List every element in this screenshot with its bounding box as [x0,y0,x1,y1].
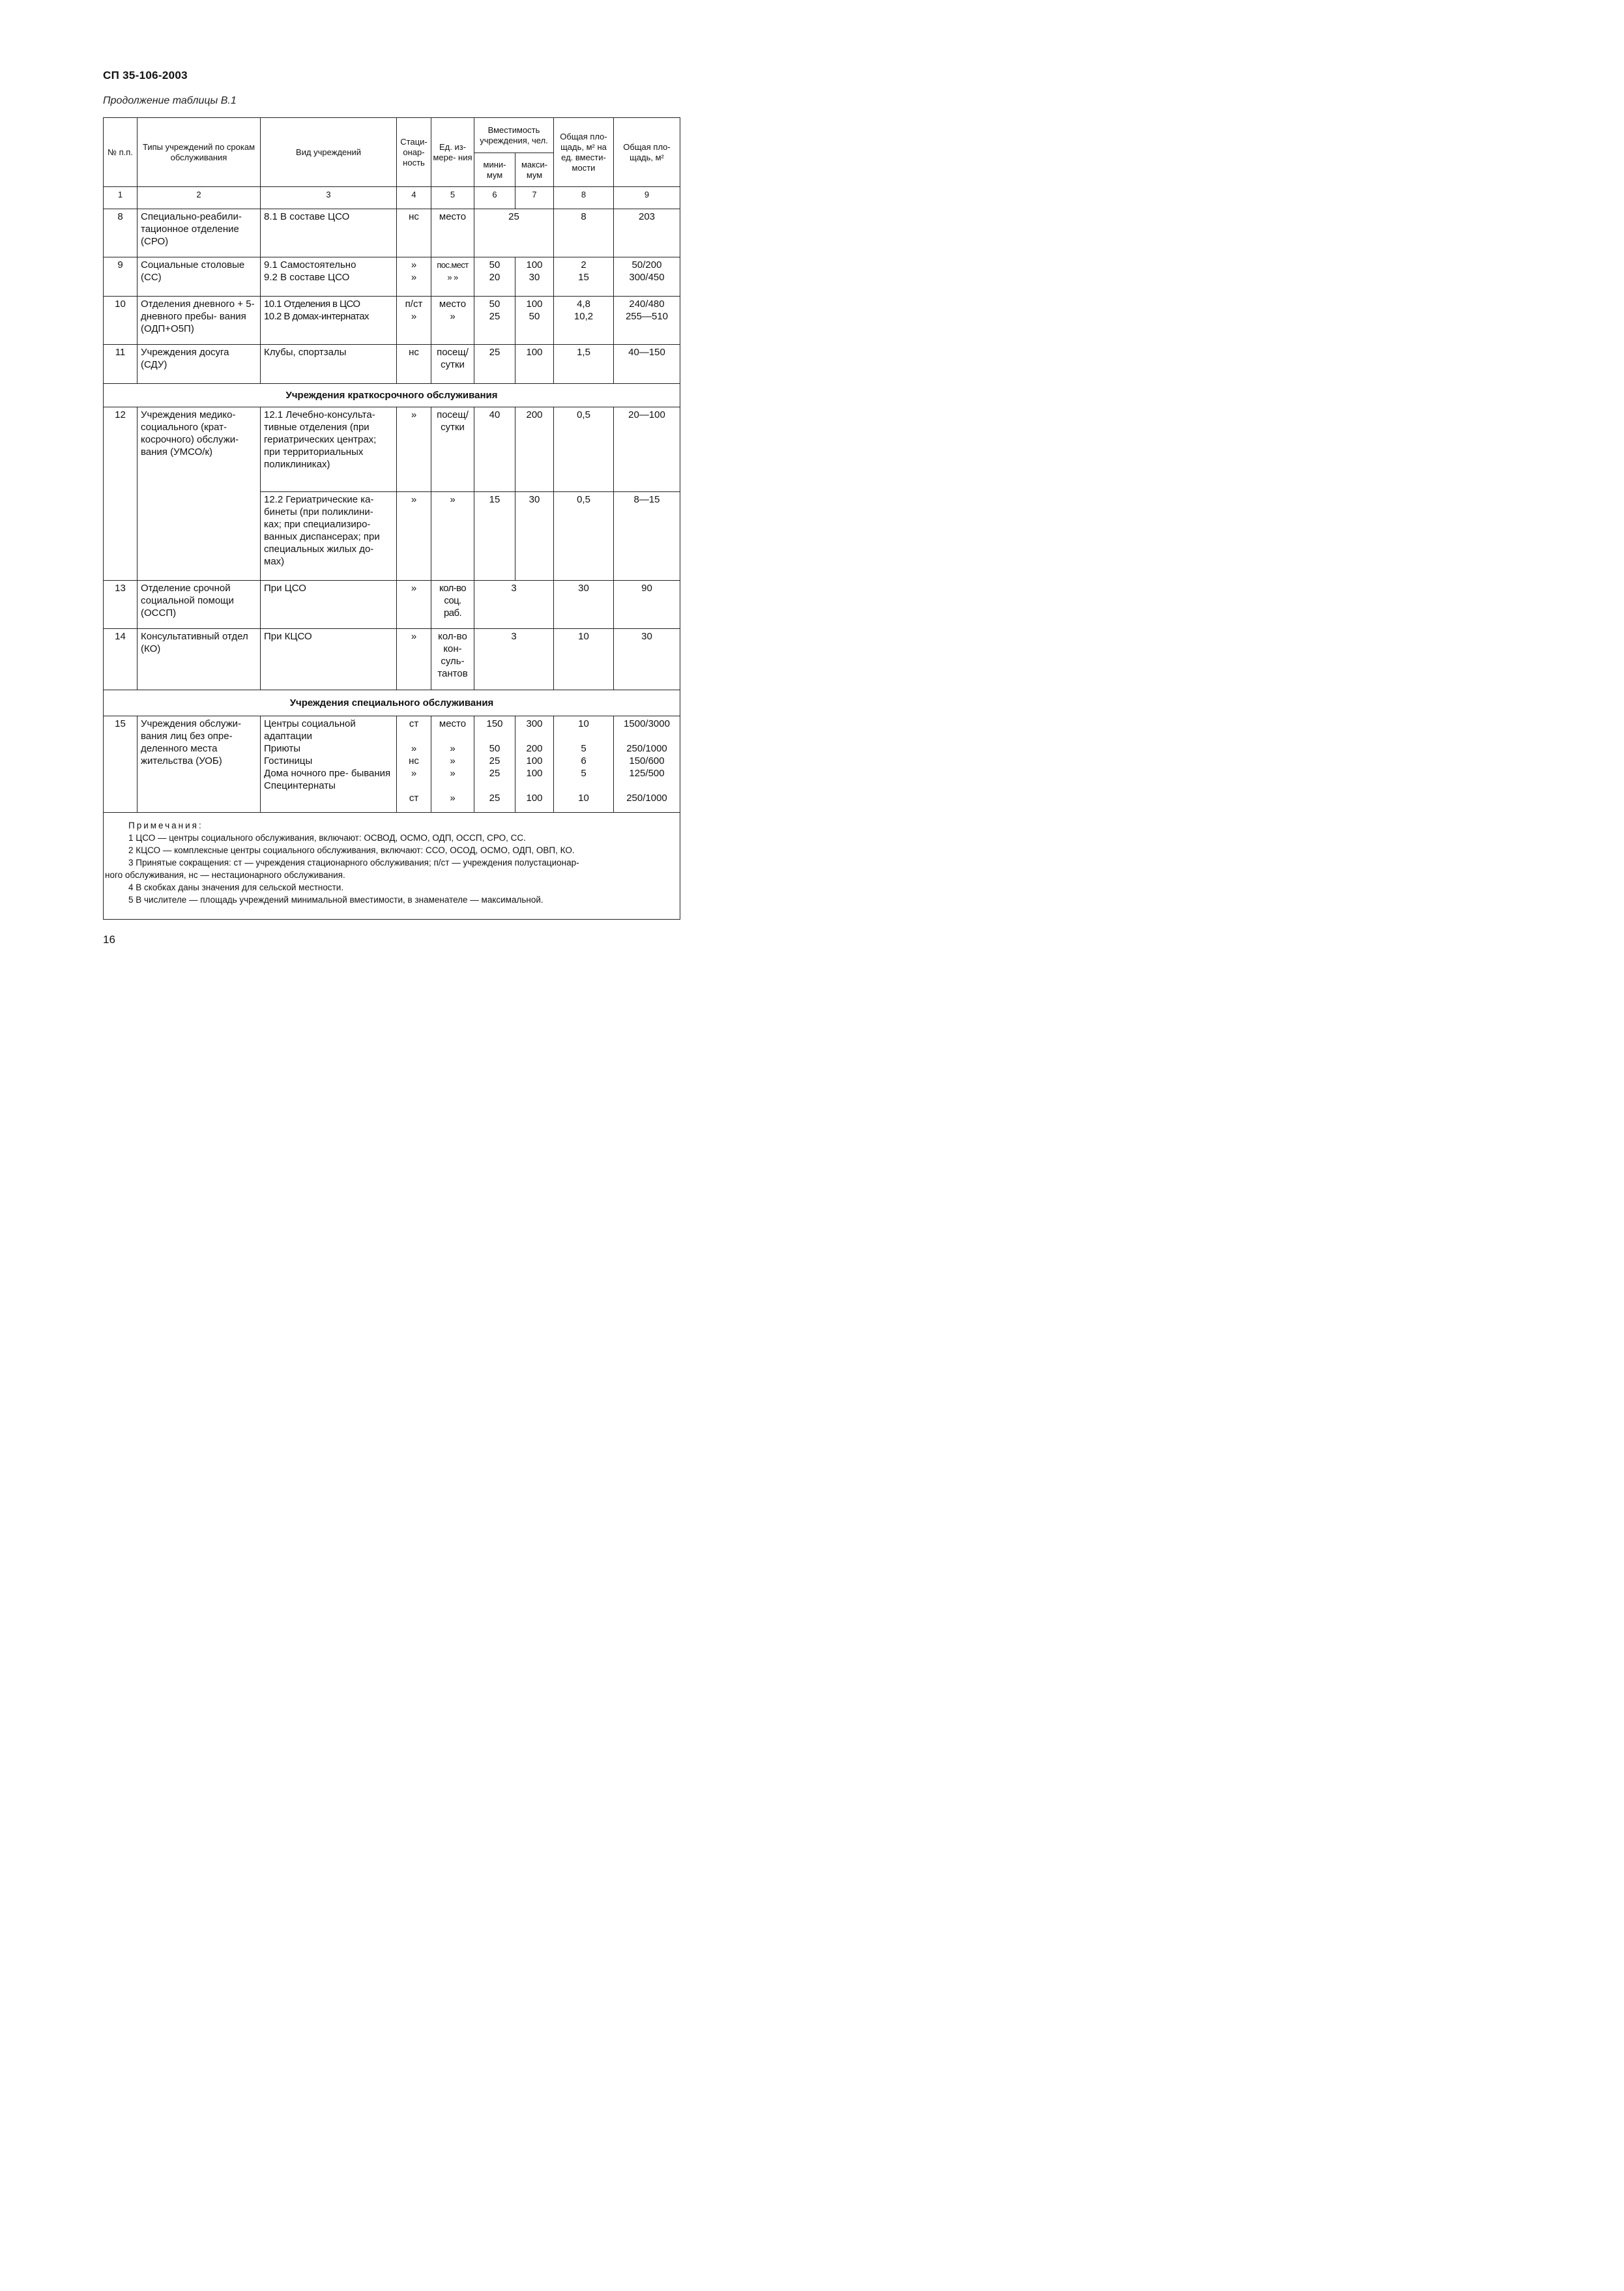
capacity-max: 50 [529,311,540,322]
col-header-max: макси- мум [515,153,554,187]
kind-line: 9.1 Самостоятельно [264,259,356,270]
column-number: 4 [397,187,431,209]
table-row [104,297,680,345]
column-number: 5 [431,187,474,209]
area-per-unit: 0,5 [554,492,614,581]
area-total: 300/450 [629,272,665,283]
capacity-max: 100 [526,768,543,779]
kind-line: 10.1 Отделения в ЦСО [264,299,360,310]
area-per-unit: 30 [554,581,614,629]
kind-line: Дома ночного пре- бывания [264,768,391,779]
unit: » [450,793,456,804]
table-row [104,407,680,492]
capacity-max: 100 [515,345,554,384]
stationarity: » [397,407,431,492]
institution-kind: 12.2 Гериатрические ка- бинеты (при поликлини- ках; при специализиро- ванных диспансерах; при специальных жилых до- мах) [261,492,397,581]
row-number: 8 [104,209,138,257]
table-row [104,716,680,813]
kind-line: 10.2 В домах-интернатах [264,311,369,322]
column-number: 1 [104,187,138,209]
area-per-unit: 5 [581,768,587,779]
institution-type: Учреждения обслужи- вания лиц без опре- деленного места жительства (УОБ) [138,716,261,813]
area-per-unit: 1,5 [554,345,614,384]
area-per-unit: 15 [578,272,589,283]
institution-type: Отделения дневного + 5-дневного пребы- вания (ОДП+О5П) [138,297,261,345]
stationarity: » [411,743,417,754]
stationarity: нс [409,755,419,766]
capacity-max: 100 [526,299,543,310]
table-row [104,581,680,629]
table-continuation-caption: Продолжение таблицы В.1 [103,95,237,106]
institution-kind: При ЦСО [261,581,397,629]
row-number: 10 [104,297,138,345]
col-header-stationarity: Стаци- онар- ность [397,118,431,187]
capacity-min: 50 [489,259,500,270]
kind-line: Гостиницы [264,755,313,766]
capacity-min: 25 [489,311,500,322]
page-number: 16 [103,933,115,946]
institution-type: Учреждения досуга (СДУ) [138,345,261,384]
unit: пос.мест [437,260,469,270]
unit: кол-во кон- суль- тантов [431,629,474,690]
institution-kind: 8.1 В составе ЦСО [261,209,397,257]
area-total: 40—150 [614,345,680,384]
stationarity: » [397,629,431,690]
note-1: 1 ЦСО — центры социального обслуживания, включают: ОСВОД, ОСМО, ОДП, ОССП, СРО, СС. [128,833,526,843]
unit: место [431,209,474,257]
institution-type: Учреждения медико- социального (крат- косрочного) обслужи- вания (УМСО/к) [138,407,261,581]
note-4: 4 В скобках даны значения для сельской местности. [128,883,344,892]
col-header-types: Типы учреждений по срокам обслуживания [138,118,261,187]
capacity-min: 50 [489,299,500,310]
col-header-min: мини- мум [474,153,515,187]
institution-kind: При КЦСО [261,629,397,690]
stationarity: » [411,311,417,322]
table-row [104,345,680,384]
capacity-min: 150 [486,718,503,729]
column-numbers-row [104,187,680,209]
stationarity: » [411,768,417,779]
capacity: 3 [474,581,554,629]
column-number: 9 [614,187,680,209]
col-header-unit: Ед. из- мере- ния [431,118,474,187]
column-number: 2 [138,187,261,209]
institution-type: Консультативный отдел (КО) [138,629,261,690]
institution-kind [261,297,397,345]
area-per-unit: 10 [554,629,614,690]
notes-row [104,813,680,920]
note-5: 5 В числителе — площадь учреждений минимальной вместимости, в знаменателе — максимальной. [128,895,544,905]
section-row [104,384,680,407]
column-number: 8 [554,187,614,209]
capacity-min: 25 [489,793,500,804]
institution-type: Отделение срочной социальной помощи (ОССП) [138,581,261,629]
stationarity: нс [397,209,431,257]
stationarity: » [397,581,431,629]
notes-title: Примечания: [128,821,203,830]
kind-line: Специнтернаты [264,780,336,791]
capacity: 3 [474,629,554,690]
capacity-min: 15 [474,492,515,581]
column-number: 6 [474,187,515,209]
area-total: 150/600 [629,755,665,766]
area-per-unit: 2 [581,259,587,270]
row-number: 13 [104,581,138,629]
note-2: 2 КЦСО — комплексные центры социального обслуживания, включают: ССО, ОСОД, ОСМО, ОДП, ОВП, КО. [128,845,575,855]
kind-line: Центры социальной адаптации [264,718,356,742]
area-per-unit: 10 [578,793,589,804]
stationarity: » [411,272,417,283]
area-total: 20—100 [614,407,680,492]
area-total: 240/480 [629,299,665,310]
section-row [104,690,680,716]
unit: место [439,718,467,729]
area-total: 203 [614,209,680,257]
capacity-min: 40 [474,407,515,492]
capacity-max: 100 [526,259,543,270]
capacity-min: 25 [474,345,515,384]
unit: » [450,743,456,754]
institution-type: Социальные столовые (СС) [138,257,261,297]
col-header-num: № п.п. [104,118,138,187]
col-header-capacity: Вместимость учреждения, чел. [474,118,554,153]
area-total: 255—510 [625,311,669,322]
area-per-unit: 5 [581,743,587,754]
capacity-max: 100 [526,793,543,804]
unit: кол-во соц. раб. [431,581,474,629]
institution-kind [261,716,397,813]
col-header-kind: Вид учреждений [261,118,397,187]
area-per-unit: 10,2 [573,311,594,322]
unit: место [439,299,467,310]
stationarity: ст [409,793,419,804]
note-3: 3 Принятые сокращения: ст — учреждения стационарного обслуживания; п/ст — учреждения полустационар- [128,858,579,868]
capacity-max: 200 [515,407,554,492]
area-total: 125/500 [629,768,665,779]
stationarity: нс [397,345,431,384]
institution-type: Специально-реабили- тационное отделение (СРО) [138,209,261,257]
unit: посещ/ сутки [431,407,474,492]
note-3-continued: ного обслуживания, нс — нестационарного обслуживания. [105,870,345,880]
unit: » [450,755,456,766]
header-row [104,118,680,153]
column-number: 3 [261,187,397,209]
area-per-unit: 10 [578,718,589,729]
unit: посещ/ сутки [431,345,474,384]
area-per-unit: 0,5 [554,407,614,492]
unit: » [431,492,474,581]
section-title: Учреждения специального обслуживания [104,690,680,716]
institution-kind [261,257,397,297]
institution-kind: Клубы, спортзалы [261,345,397,384]
table-row [104,209,680,257]
area-per-unit: 8 [554,209,614,257]
institution-kind: 12.1 Лечебно-консульта- тивные отделения (при гериатрических центрах; при территориальных поликлиниках) [261,407,397,492]
capacity-max: 300 [526,718,543,729]
area-total: 1500/3000 [624,718,670,729]
capacity-max: 100 [526,755,543,766]
document-code: СП 35-106-2003 [103,69,188,81]
row-number: 11 [104,345,138,384]
capacity-max: 30 [529,272,540,283]
section-title: Учреждения краткосрочного обслуживания [104,384,680,407]
area-total: 90 [614,581,680,629]
stationarity: п/ст [405,299,423,310]
institutions-table [103,117,680,920]
area-total: 30 [614,629,680,690]
row-number: 15 [104,716,138,813]
unit: » » [447,272,458,282]
capacity-min: 50 [489,743,500,754]
kind-line: Приюты [264,743,301,754]
area-per-unit: 6 [581,755,587,766]
capacity-max: 30 [515,492,554,581]
capacity-min: 25 [489,755,500,766]
capacity-max: 200 [526,743,543,754]
area-total: 8—15 [614,492,680,581]
stationarity: ст [409,718,419,729]
col-header-area-per-unit: Общая пло- щадь, м² на ед. вмести- мости [554,118,614,187]
table-row [104,257,680,297]
table-row [104,629,680,690]
capacity-min: 20 [489,272,500,283]
kind-line: 9.2 В составе ЦСО [264,272,350,283]
area-total: 50/200 [631,259,662,270]
notes [104,813,680,920]
capacity: 25 [474,209,554,257]
capacity-min: 25 [489,768,500,779]
area-total: 250/1000 [626,793,667,804]
unit: » [450,768,456,779]
row-number: 9 [104,257,138,297]
area-per-unit: 4,8 [577,299,590,310]
unit: » [450,311,456,322]
row-number: 12 [104,407,138,581]
stationarity: » [411,259,417,270]
column-number: 7 [515,187,554,209]
col-header-area-total: Общая пло- щадь, м² [614,118,680,187]
area-total: 250/1000 [626,743,667,754]
row-number: 14 [104,629,138,690]
stationarity: » [397,492,431,581]
